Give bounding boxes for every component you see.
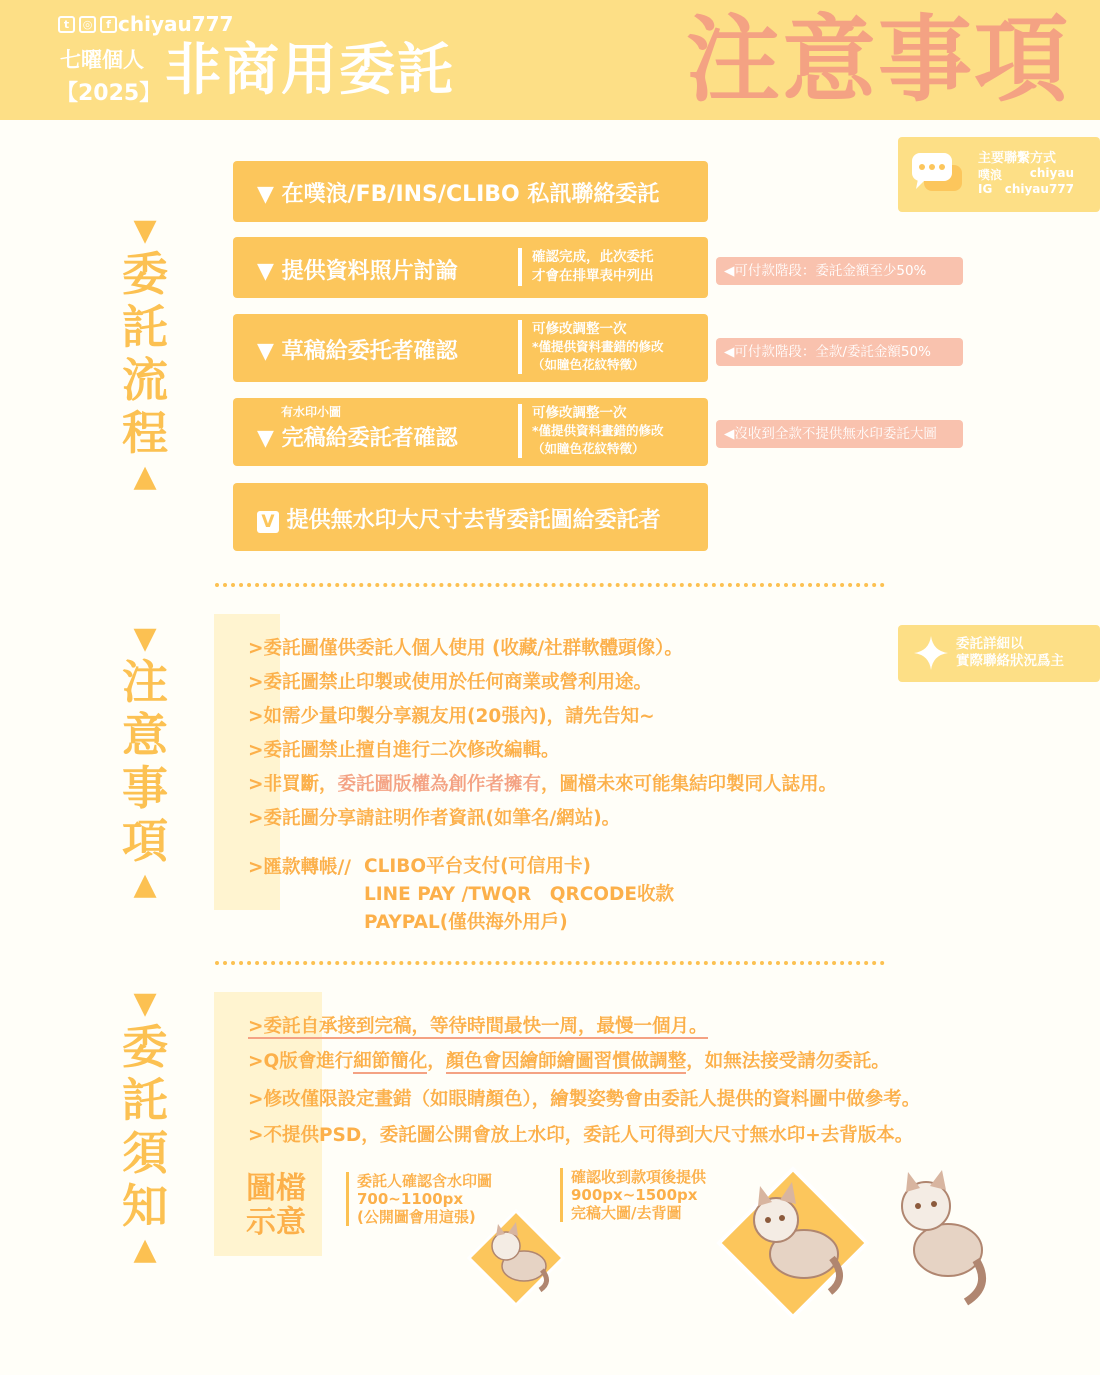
page-title: 注意事項 (686, 6, 1071, 115)
page-subtitle: 非商用委託 (165, 38, 455, 103)
example-watermark-info: 委託人確認含水印圖 700~1100px (公開圖會用這張) (346, 1172, 492, 1226)
contact-heading: 主要聯繫方式 (978, 151, 1057, 166)
down-marker-icon: ▼ (257, 182, 274, 207)
step-discussion (233, 237, 708, 298)
brand-name: 七曜個人 (60, 48, 144, 72)
chat-bubble-icon (910, 151, 966, 197)
contact-box (898, 137, 1100, 212)
step-text: 提供無水印大尺寸去背委託圖給委託者 (286, 508, 661, 533)
example-final-info: 確認收到款項後提供 900px~1500px 完稿大圖/去背圖 (560, 1168, 706, 1222)
up-triangle-icon: ▲ (133, 867, 157, 902)
down-marker-icon: ▼ (257, 259, 274, 284)
facebook-icon[interactable]: f (100, 16, 117, 33)
payment-tag-3: ◀沒收到全款不提供無水印委託大圖 (716, 420, 963, 448)
dotted-divider (215, 961, 885, 965)
step-contact (233, 161, 708, 222)
social-handle: chiyau777 (118, 12, 234, 36)
down-triangle-icon: ▼ (133, 621, 157, 656)
down-triangle-icon: ▼ (133, 986, 157, 1021)
rule-item-timeline: >委託自承接到完稿，等待時間最快一周，最慢一個月。 (248, 1016, 708, 1037)
sample-label: 圖檔 示意 (246, 1171, 306, 1240)
step-text: 在噗浪/FB/INS/CLIBO 私訊聯絡委託 (281, 182, 660, 207)
payment-methods: CLIBO平台支付(可信用卡) LINE PAY /TWQR QRCODE收款 PAYPAL(僅供海外用戶) (364, 856, 675, 933)
down-marker-icon: ▼ (257, 339, 274, 364)
up-triangle-icon: ▲ (133, 459, 157, 494)
section-title-notes: ▼ 注 意 事 項 ▲ (118, 622, 172, 902)
rule-item: >委託圖分享請註明作者資訊(如筆名/網站)。 (248, 808, 621, 829)
rule-item-copyright: >非買斷，委託圖版權為創作者擁有，圖檔未來可能集結印製同人誌用。 (248, 774, 838, 795)
contact-plurk-label: 噗浪 (978, 168, 1003, 182)
step-text: 完稿給委託者確認 (281, 426, 458, 451)
step-delivery (233, 483, 708, 551)
rule-item-q-version: >Q版會進行細節簡化，顏色會因繪師繪圖習慣做調整，如無法接受請勿委託。 (248, 1051, 890, 1072)
cat-sample-large-watermarked (716, 1166, 870, 1320)
contact-ig-id: chiyau777 (1004, 182, 1074, 196)
detail-note-text: 委託詳細以 實際聯絡狀況爲主 (956, 636, 1064, 669)
cat-sample-small-watermarked (466, 1208, 566, 1308)
year-label: 【2025】 (56, 81, 162, 106)
step-text: 草稿給委托者確認 (281, 339, 458, 364)
step-note: 確認完成，此次委托 才會在排單表中列出 (518, 248, 654, 286)
sparkle-icon (914, 636, 948, 670)
dotted-divider (215, 583, 885, 587)
section-title-process: ▼ 委 託 流 程 ▲ (118, 214, 172, 494)
cat-sample-transparent-final (888, 1170, 998, 1312)
contact-ig-label: IG (978, 182, 993, 196)
payment-tag-1: ◀可付款階段：委託金額至少50% (716, 257, 963, 285)
payment-methods-label: >匯款轉帳// (248, 857, 352, 878)
up-triangle-icon: ▲ (133, 1232, 157, 1267)
down-marker-icon: ▼ (257, 426, 274, 451)
rule-item: >委託圖僅供委託人個人使用 (收藏/社群軟體頭像）。 (248, 638, 683, 659)
step-draft (233, 314, 708, 382)
section-title-terms: ▼ 委 託 須 知 ▲ (118, 987, 172, 1267)
rule-item: >委託圖禁止擅自進行二次修改編輯。 (248, 740, 560, 761)
detail-note-box (898, 625, 1100, 682)
contact-plurk-id: chiyau (1029, 166, 1074, 180)
watermark-note: 有水印小圖 (281, 405, 342, 419)
rule-item: >委託圖禁止印製或使用於任何商業或營利用途。 (248, 672, 653, 693)
step-note: 可修改調整一次 *僅提供資料畫錯的修改 （如瞳色花紋特徵） (518, 320, 664, 374)
instagram-icon[interactable]: ◎ (79, 16, 96, 33)
step-note: 可修改調整一次 *僅提供資料畫錯的修改 （如瞳色花紋特徵） (518, 404, 664, 458)
rule-item: >如需少量印製分享親友用(20張內)，請先告知~ (248, 706, 655, 727)
down-triangle-icon: ▼ (133, 213, 157, 248)
rule-item: >修改僅限設定畫錯（如眼睛顏色），繪製姿勢會由委託人提供的資料圖中做參考。 (248, 1089, 921, 1110)
step-final (233, 398, 708, 466)
rule-item: >不提供PSD，委託圖公開會放上水印，委託人可得到大尺寸無水印+去背版本。 (248, 1125, 914, 1146)
check-v-icon: V (257, 511, 279, 533)
twitter-icon[interactable]: t (58, 16, 75, 33)
step-text: 提供資料照片討論 (281, 259, 458, 284)
payment-tag-2: ◀可付款階段：全款/委託金額50% (716, 338, 963, 366)
